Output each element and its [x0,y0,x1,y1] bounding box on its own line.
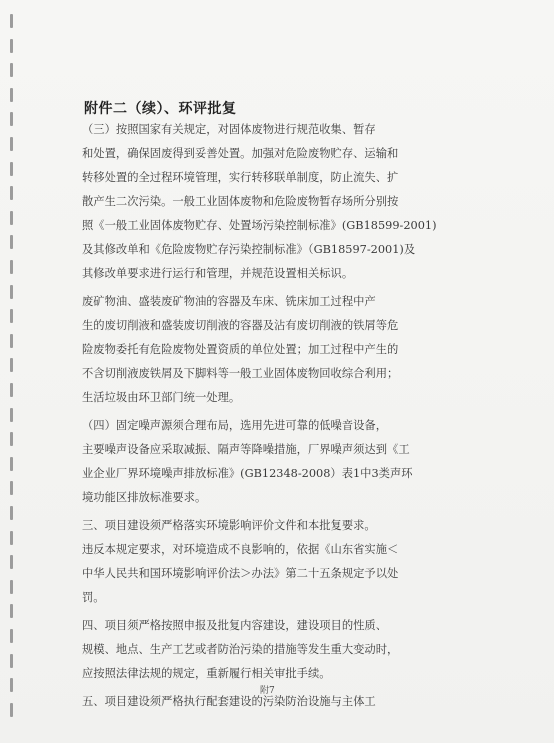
binder-hole [10,629,13,643]
text-line: 生活垃圾由环卫部门统一处理。 [82,391,241,404]
document-body [82,118,467,714]
text-line: 生的废切削液和盛装废切削液的容器及沾有废切削液的铁屑等危 [82,319,399,332]
binder-hole [10,531,13,545]
text-line: 险废物委托有危险废物处置资质的单位处置；加工过程中产生的 [82,343,399,356]
binder-hole [10,678,13,692]
text-line: 主要噪声设备应采取减振、隔声等降噪措施，厂界噪声须达到《工 [82,443,410,456]
binder-hole [10,137,13,151]
paragraph-4 [82,414,467,510]
text-line: 照《一般工业固体废物贮存、处置场污染控制标准》(GB18599-2001) [82,219,437,232]
binder-hole [10,285,13,299]
paragraph-3 [82,118,467,286]
text-line: 应按照法律法规的规定，重新履行相关审批手续。 [82,667,331,680]
binder-hole [10,334,13,348]
text-line: （四）固定噪声源须合理布局，选用先进可靠的低噪音设备， [82,419,388,432]
binder-holes [10,14,22,729]
binder-hole [10,358,13,372]
paragraph-item-4 [82,614,467,686]
text-line: 不含切削液废铁屑及下脚料等一般工业固体废物回收综合利用； [82,367,399,380]
binder-hole [10,457,13,471]
binder-hole [10,39,13,53]
binder-hole [10,112,13,126]
text-line: 规模、地点、生产工艺或者防治污染的措施等发生重大变动时， [82,643,399,656]
binder-hole [10,235,13,249]
text-line: 违反本规定要求，对环境造成不良影响的，依据《山东省实施＜ [82,543,399,556]
text-line: 和处置，确保固废得到妥善处置。加强对危险废物贮存、运输和 [82,147,399,160]
binder-hole [10,260,13,274]
text-line: 五、项目建设须严格执行配套建设的污染防治设施与主体工 [82,695,376,708]
binder-hole [10,211,13,225]
section-heading: 附件二（续）、环评批复 [84,101,237,117]
text-line: 境功能区排放标准要求。 [82,491,207,504]
binder-hole [10,162,13,176]
binder-hole [10,481,13,495]
text-line: 四、项目须严格按照申报及批复内容建设，建设项目的性质、 [82,619,388,632]
text-line: 及其修改单和《危险废物贮存污染控制标准》（GB18597-2001)及 [82,243,416,256]
binder-hole [10,408,13,422]
text-line: 其修改单要求进行运行和管理，并规范设置相关标识。 [82,267,354,280]
binder-hole [10,186,13,200]
text-line: 三、项目建设须严格落实环境影响评价文件和本批复要求。 [82,519,376,532]
text-line: 业企业厂界环境噪声排放标准》(GB12348-2008）表1中3类声环 [82,467,413,480]
binder-hole [10,506,13,520]
binder-hole [10,383,13,397]
binder-hole [10,654,13,668]
page-number: 附7 [260,686,275,696]
text-line: 散产生二次污染。一般工业固体废物和危险废物暂存场所分别按 [82,195,399,208]
binder-hole [10,309,13,323]
binder-hole [10,88,13,102]
text-line: 罚。 [82,591,105,604]
paragraph-item-3 [82,514,467,610]
text-line: 转移处置的全过程环境管理，实行转移联单制度，防止流失、扩 [82,171,399,184]
binder-hole [10,580,13,594]
binder-hole [10,432,13,446]
binder-hole [10,14,13,28]
paragraph-waste-oil [82,290,467,410]
binder-hole [10,604,13,618]
text-line: 废矿物油、盛装废矿物油的容器及车床、铣床加工过程中产 [82,295,376,308]
binder-hole [10,703,13,717]
binder-hole [10,555,13,569]
binder-hole [10,63,13,77]
text-line: 中华人民共和国环境影响评价法＞办法》第二十五条规定予以处 [82,567,399,580]
text-line: （三）按照国家有关规定，对固体废物进行规范收集、暂存 [82,123,376,136]
